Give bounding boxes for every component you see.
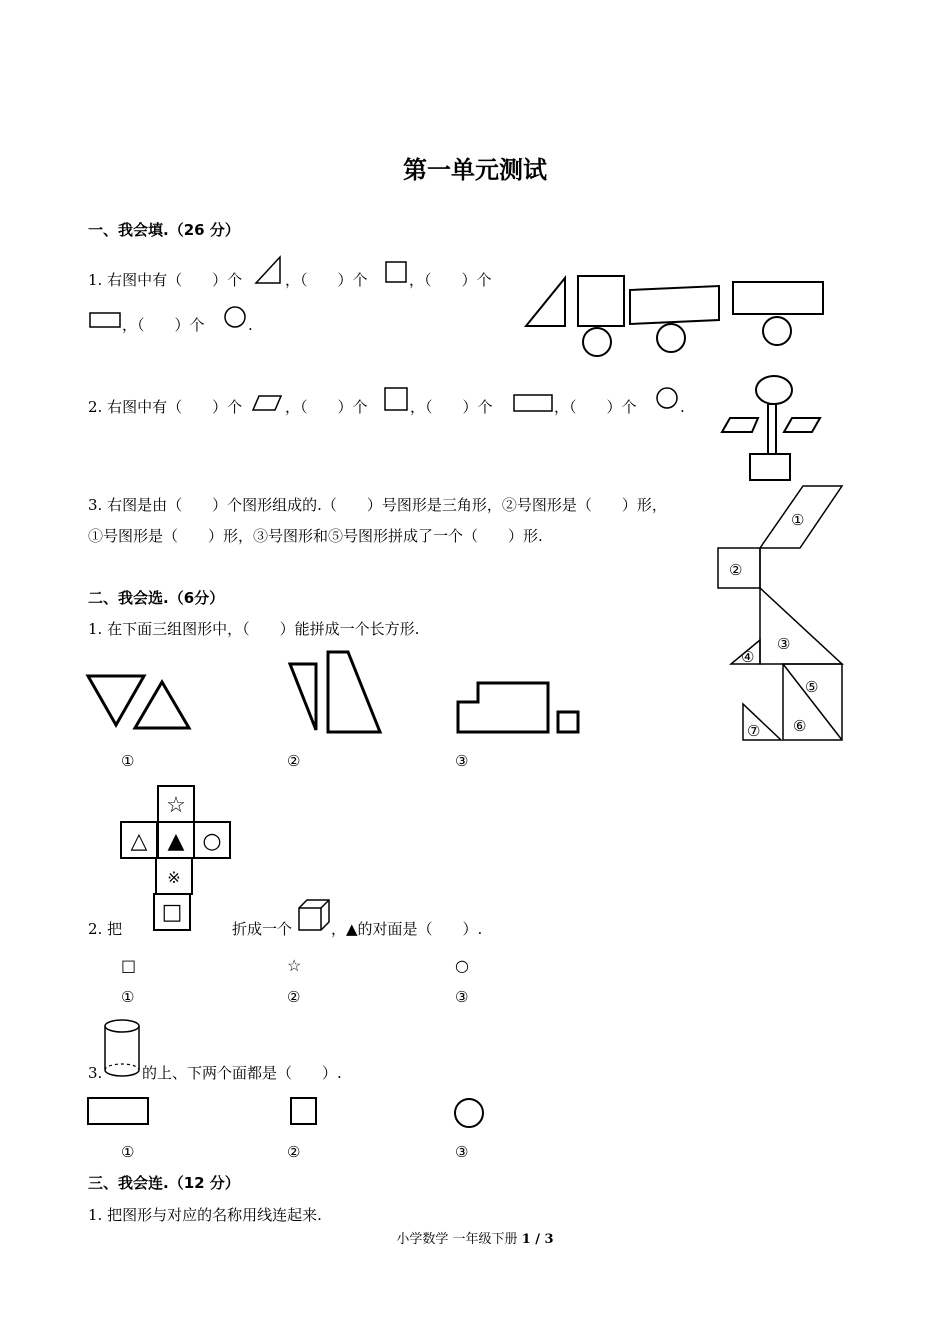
tangram-label-5: ⑤ bbox=[805, 678, 819, 696]
s2-q1-text: 1. 在下面三组图形中，（ ）能拼成一个长方形. bbox=[88, 620, 420, 638]
option1-triangles bbox=[85, 670, 195, 732]
section3-heading: 三、我会连.（12 分） bbox=[88, 1174, 240, 1192]
q3-option3-circle bbox=[453, 1097, 487, 1131]
option2-shapes bbox=[288, 650, 384, 736]
flower-figure bbox=[718, 372, 824, 484]
q3-line2: ①号图形是（ ）形，③号图形和⑤号图形拼成了一个（ ）形. bbox=[88, 527, 543, 545]
page-title: 第一单元测试 bbox=[403, 156, 547, 184]
net-reference-mark: ※ bbox=[167, 868, 181, 887]
rectangle-icon bbox=[89, 311, 123, 331]
q3-option2-square bbox=[289, 1096, 319, 1128]
option3-shapes bbox=[455, 680, 581, 736]
footer-subject: 小学数学 一年级下册 bbox=[396, 1232, 518, 1247]
q1-part2: ，（ ）个 bbox=[285, 271, 368, 289]
s2-q1-opt2: ② bbox=[287, 752, 301, 770]
page-footer bbox=[0, 1228, 950, 1247]
choice-star: ☆ bbox=[287, 956, 302, 975]
q2-part4: ，（ ）个 bbox=[554, 398, 637, 416]
s2-q3-prefix: 3. bbox=[88, 1064, 103, 1082]
s2-q2-middle: 折成一个 bbox=[232, 920, 293, 938]
net-square: □ bbox=[161, 900, 183, 925]
s2-q3-opt2: ② bbox=[287, 1143, 301, 1161]
rectangle-icon-2 bbox=[513, 393, 555, 415]
tangram-label-3: ③ bbox=[777, 635, 791, 653]
tangram-figure bbox=[715, 480, 850, 750]
s2-q2-opt3: ③ bbox=[455, 988, 469, 1006]
s2-q3-opt3: ③ bbox=[455, 1143, 469, 1161]
truck-figure bbox=[520, 272, 830, 362]
s2-q3-suffix: 的上、下两个面都是（ ）. bbox=[142, 1064, 342, 1082]
triangle-icon bbox=[254, 255, 284, 285]
choice-circle: ○ bbox=[455, 956, 469, 975]
square-icon-2 bbox=[384, 387, 410, 413]
q3-line1: 3. 右图是由（ ）个图形组成的.（ ）号图形是三角形，②号图形是（ ）形， bbox=[88, 496, 667, 514]
s2-q2-opt2: ② bbox=[287, 988, 301, 1006]
s2-q3-opt1: ① bbox=[121, 1143, 135, 1161]
net-triangle: △ bbox=[130, 829, 148, 854]
cube-net-figure bbox=[118, 784, 234, 934]
square-icon bbox=[385, 261, 409, 285]
tangram-label-1: ① bbox=[791, 511, 805, 529]
q2-period: . bbox=[680, 398, 685, 416]
footer-page-number: 1 / 3 bbox=[521, 1232, 554, 1247]
s2-q1-opt1: ① bbox=[121, 752, 135, 770]
s2-q2-opt1: ① bbox=[121, 988, 135, 1006]
cube-icon bbox=[297, 898, 331, 934]
q1-line1: 1. 右图中有（ ）个 bbox=[88, 271, 243, 289]
net-circle: ○ bbox=[202, 829, 222, 854]
s2-q1-opt3: ③ bbox=[455, 752, 469, 770]
q1-part3: ，（ ）个 bbox=[409, 271, 492, 289]
cylinder-icon bbox=[102, 1018, 144, 1080]
net-filled-triangle: ▲ bbox=[167, 829, 185, 854]
circle-icon bbox=[223, 305, 249, 331]
section1-heading: 一、我会填.（26 分） bbox=[88, 221, 240, 239]
s2-q2-prefix: 2. 把 bbox=[88, 920, 123, 938]
choice-square: □ bbox=[121, 956, 137, 975]
q2-prefix: 2. 右图中有（ ）个 bbox=[88, 398, 243, 416]
section2-heading: 二、我会选.（6分） bbox=[88, 589, 225, 607]
q2-part2: ，（ ）个 bbox=[285, 398, 368, 416]
q1-period: . bbox=[248, 316, 253, 334]
parallelogram-icon bbox=[253, 394, 285, 414]
s3-q1-text: 1. 把图形与对应的名称用线连起来. bbox=[88, 1206, 322, 1224]
q1-line2: ，（ ）个 bbox=[122, 316, 205, 334]
tangram-label-4: ④ bbox=[741, 648, 755, 666]
q2-part3: ，（ ）个 bbox=[410, 398, 493, 416]
tangram-label-2: ② bbox=[729, 561, 743, 579]
net-star: ☆ bbox=[166, 793, 186, 818]
tangram-label-6: ⑥ bbox=[793, 717, 807, 735]
circle-icon-2 bbox=[654, 386, 682, 412]
q3-option1-rectangle bbox=[86, 1096, 152, 1128]
tangram-label-7: ⑦ bbox=[747, 722, 761, 740]
s2-q2-suffix: ，▲的对面是（ ）. bbox=[331, 920, 483, 938]
